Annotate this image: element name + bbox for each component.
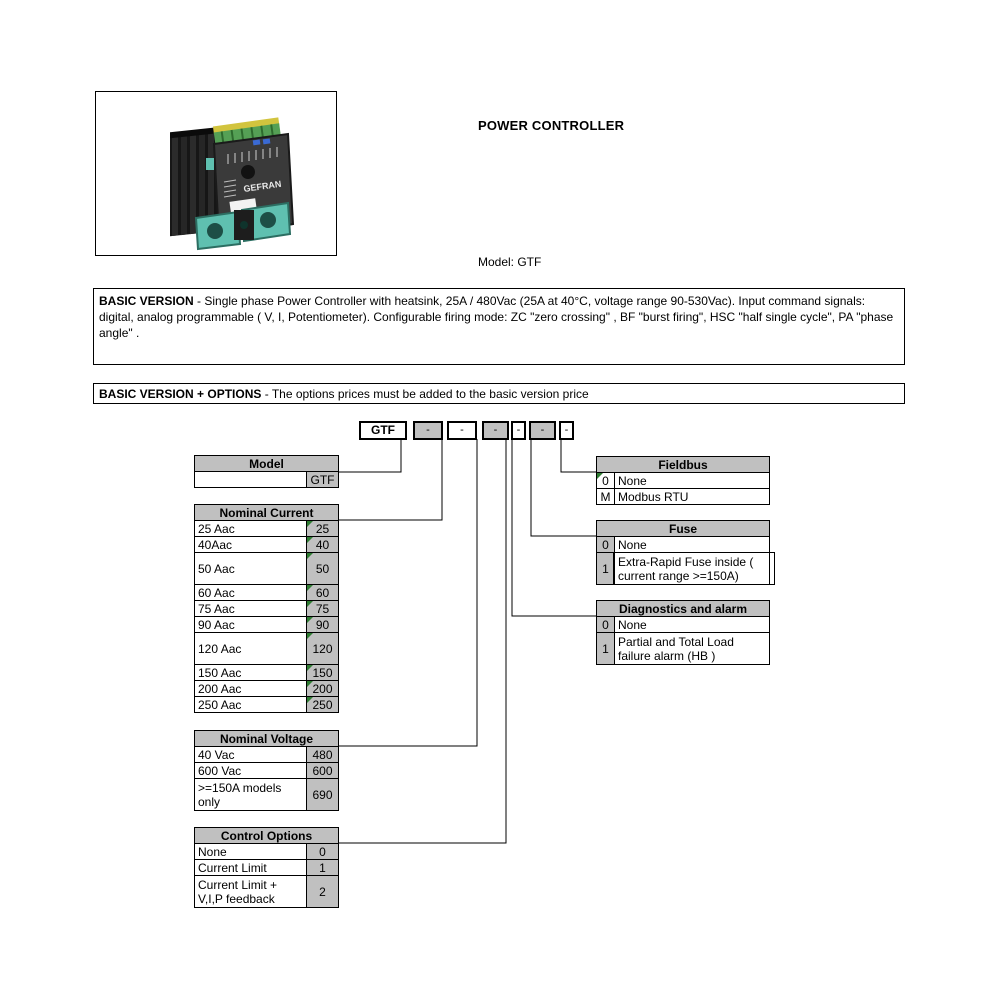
connector-diagnostics: [512, 439, 596, 616]
value-cell: 120: [307, 633, 339, 665]
table-row: [195, 617, 339, 633]
control-options-title: Control Options: [195, 828, 339, 844]
model-table: [194, 455, 339, 488]
table-header-row: [597, 601, 770, 617]
label-cell: 75 Aac: [195, 601, 307, 617]
table-row: [195, 697, 339, 713]
product-photo-frame: [95, 91, 337, 256]
nominal-current-table: [194, 504, 339, 713]
table-row: [195, 844, 339, 860]
value-cell: 0: [307, 844, 339, 860]
code-cell: 0: [597, 537, 615, 553]
value-cell: 60: [307, 585, 339, 601]
connector-control-options: [338, 439, 506, 843]
nominal-current-title: Nominal Current: [195, 505, 339, 521]
value-cell: 75: [307, 601, 339, 617]
diagnostics-table: [596, 600, 770, 665]
code-cell: 0: [597, 617, 615, 633]
page-title: POWER CONTROLLER: [478, 118, 625, 133]
nominal-voltage-table: [194, 730, 339, 811]
code-box-fieldbus: -: [559, 421, 574, 440]
table-row: [195, 537, 339, 553]
table-row: [597, 473, 770, 489]
brand-logo: GEFRAN: [242, 178, 282, 194]
code-cell: 0: [597, 473, 615, 489]
label-cell: 150 Aac: [195, 665, 307, 681]
connector-fuse: [531, 439, 596, 536]
nominal-voltage-title: Nominal Voltage: [195, 731, 339, 747]
table-row: [195, 601, 339, 617]
label-cell: None: [615, 473, 770, 489]
label-cell: 50 Aac: [195, 553, 307, 585]
label-cell: >=150A models only: [195, 779, 307, 811]
value-cell: 480: [307, 747, 339, 763]
table-header-row: [597, 457, 770, 473]
table-row: [195, 763, 339, 779]
label-cell: Partial and Total Load failure alarm (HB ): [615, 633, 770, 665]
code-box-model: GTF: [359, 421, 407, 440]
label-cell: 120 Aac: [195, 633, 307, 665]
value-cell: GTF: [307, 472, 339, 488]
label-cell: None: [195, 844, 307, 860]
value-cell: 200: [307, 681, 339, 697]
label-cell: Current Limit + V,I,P feedback: [195, 876, 307, 908]
label-cell: [195, 472, 307, 488]
value-cell: 600: [307, 763, 339, 779]
connector-nominal-voltage: [338, 439, 477, 746]
fuse-title: Fuse: [597, 521, 770, 537]
table-row: [195, 521, 339, 537]
table-row: [597, 553, 770, 585]
table-row: [195, 633, 339, 665]
label-cell: 40 Vac: [195, 747, 307, 763]
label-cell: 200 Aac: [195, 681, 307, 697]
label-cell: 60 Aac: [195, 585, 307, 601]
value-cell: 690: [307, 779, 339, 811]
code-box-nominal-current: -: [413, 421, 443, 440]
table-row: [195, 860, 339, 876]
connector-model: [338, 439, 401, 472]
table-row: [195, 665, 339, 681]
table-row: [195, 553, 339, 585]
label-cell: None: [615, 537, 770, 553]
code-box-control-options: -: [482, 421, 509, 440]
table-header-row: [195, 731, 339, 747]
code-box-nominal-voltage: -: [447, 421, 477, 440]
basic-version-label: BASIC VERSION: [99, 294, 194, 308]
basic-version-options-text: - The options prices must be added to the basic version price: [261, 387, 589, 401]
table-header-row: [195, 456, 339, 472]
fieldbus-title: Fieldbus: [597, 457, 770, 473]
label-cell: None: [615, 617, 770, 633]
code-box-fuse: -: [529, 421, 556, 440]
value-cell: 90: [307, 617, 339, 633]
value-cell: 150: [307, 665, 339, 681]
table-row: [597, 489, 770, 505]
product-photo: [96, 92, 336, 255]
table-header-row: [195, 828, 339, 844]
table-row: [195, 681, 339, 697]
value-cell: 1: [307, 860, 339, 876]
label-cell: Current Limit: [195, 860, 307, 876]
model-table-title: Model: [195, 456, 339, 472]
basic-version-box: [93, 288, 905, 365]
control-options-table: [194, 827, 339, 908]
value-cell: 2: [307, 876, 339, 908]
table-header-row: [597, 521, 770, 537]
code-cell: M: [597, 489, 615, 505]
value-cell: 50: [307, 553, 339, 585]
connector-nominal-current: [338, 439, 442, 520]
label-cell: Extra-Rapid Fuse inside ( current range >=150A): [615, 553, 770, 585]
basic-version-text: - Single phase Power Controller with heatsink, 25A / 480Vac (25A at 40°C, voltage range 90-530Vac). Input command signals: digital, analog programmable ( V, I, Potentiometer). Configurable firing mode: ZC "zero crossing" , BF "burst firing", HSC "half single cycle", PA "phase angle" .: [99, 294, 894, 340]
code-cell: 1: [597, 633, 615, 665]
table-row: [195, 747, 339, 763]
value-cell: 250: [307, 697, 339, 713]
table-row: [597, 617, 770, 633]
basic-version-options-label: BASIC VERSION + OPTIONS: [99, 387, 262, 401]
label-cell: 25 Aac: [195, 521, 307, 537]
connector-fieldbus: [561, 439, 596, 472]
model-label: Model: GTF: [478, 255, 542, 269]
label-cell: 40Aac: [195, 537, 307, 553]
table-row: [195, 779, 339, 811]
label-cell: Modbus RTU: [615, 489, 770, 505]
table-row: [597, 633, 770, 665]
code-box-diagnostics: -: [511, 421, 526, 440]
fieldbus-table: [596, 456, 770, 505]
table-header-row: [195, 505, 339, 521]
label-cell: 600 Vac: [195, 763, 307, 779]
table-row: [597, 537, 770, 553]
table-row: [195, 472, 339, 488]
code-cell: 1: [597, 553, 615, 585]
fuse-table: [596, 520, 770, 585]
basic-version-options-box: [93, 383, 905, 404]
diagnostics-title: Diagnostics and alarm: [597, 601, 770, 617]
value-cell: 40: [307, 537, 339, 553]
value-cell: 25: [307, 521, 339, 537]
label-cell: 90 Aac: [195, 617, 307, 633]
label-cell: 250 Aac: [195, 697, 307, 713]
table-row: [195, 876, 339, 908]
table-row: [195, 585, 339, 601]
